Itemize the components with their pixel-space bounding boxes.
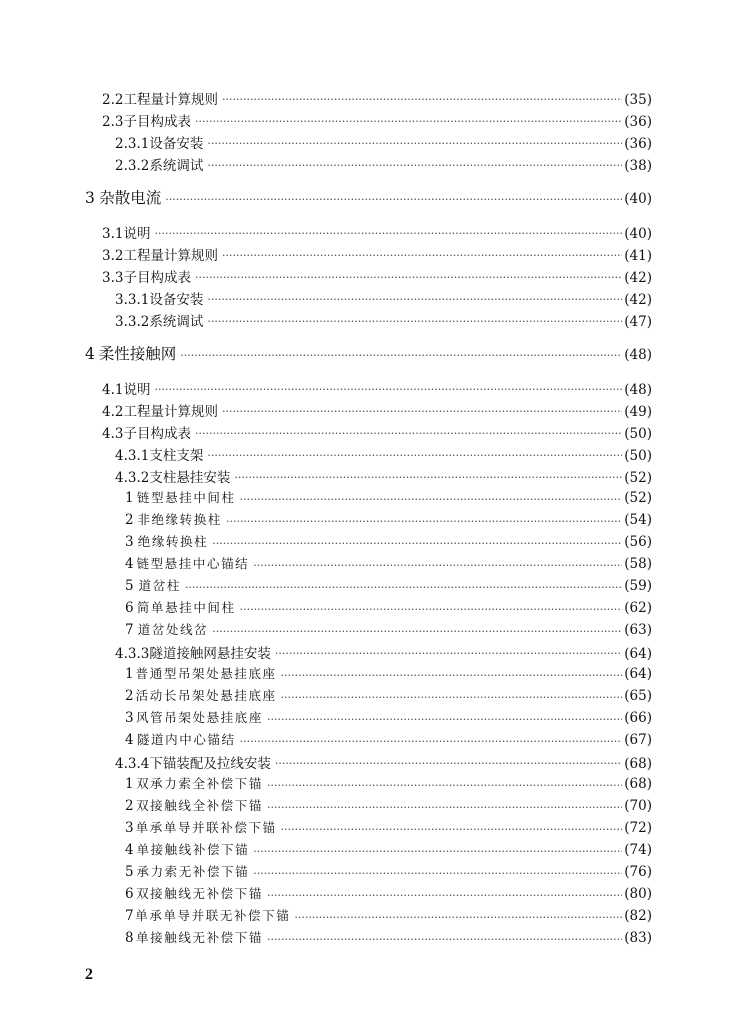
toc-entry-number: 2.2: [102, 92, 124, 108]
toc-item-row[interactable]: [0, 862, 755, 884]
toc-page-ref: (76): [624, 864, 652, 880]
toc-entry-title: 简单悬挂中间柱: [136, 600, 236, 615]
toc-page-ref: (80): [624, 886, 652, 902]
toc-page-number: 62: [629, 600, 647, 616]
toc-section-row[interactable]: [0, 400, 755, 422]
toc-page-ref: (48): [624, 347, 652, 363]
toc-section-row[interactable]: [0, 88, 755, 110]
toc-page-number: 36: [629, 136, 647, 152]
toc-section-row[interactable]: [0, 110, 755, 132]
toc-page-number: 50: [629, 448, 647, 464]
toc-entry-title: 双接触线无补偿下锚: [136, 886, 263, 901]
toc-entry-number: 2.3.2: [115, 158, 150, 174]
toc-item-row[interactable]: [0, 620, 755, 642]
toc-section-row[interactable]: [0, 378, 755, 400]
toc-page-number: 48: [629, 382, 647, 398]
toc-page-ref: (62): [624, 600, 652, 616]
toc-page-number: 76: [629, 864, 647, 880]
dot-leader: [195, 427, 622, 440]
page-number: 2: [85, 966, 93, 983]
toc-entry-title: 隧道接触网悬挂安装: [149, 646, 271, 662]
toc-page-ref: (56): [624, 534, 652, 550]
dot-leader: [281, 669, 623, 682]
toc-entry-title: 单承单导并联补偿下锚: [135, 820, 277, 835]
dot-leader: [185, 581, 622, 594]
toc-item-row[interactable]: [0, 576, 755, 598]
toc-entry-title: 单承单导并联无补偿下锚: [135, 908, 291, 923]
toc-entry-title: 道岔处线岔: [137, 622, 209, 637]
toc-entry-number: 1: [125, 776, 134, 792]
toc-entry-number: 4: [85, 345, 95, 363]
toc-page-ref: (72): [624, 820, 652, 836]
toc-entry-number: 4.2: [102, 404, 124, 420]
toc-entry-title: 隧道内中心锚结: [136, 732, 236, 747]
toc-item-row[interactable]: [0, 664, 755, 686]
toc-entry-number: 2.3: [102, 114, 124, 130]
dot-leader: [207, 137, 622, 150]
toc-entry-title: 支柱悬挂安装: [149, 470, 231, 486]
toc-page-ref: (59): [624, 578, 652, 594]
toc-entry-number: 3.2: [102, 248, 124, 264]
toc-subsection-row[interactable]: [0, 466, 755, 488]
toc-page-number: 80: [629, 886, 647, 902]
toc-page-number: 41: [629, 248, 647, 264]
toc-entry-number: 8: [125, 930, 134, 946]
toc-page-ref: (63): [624, 622, 652, 638]
toc-page-ref: (35): [624, 92, 652, 108]
toc-page-ref: (40): [624, 226, 652, 242]
dot-leader: [267, 889, 622, 902]
toc-page-number: 82: [629, 908, 647, 924]
toc-item-row[interactable]: [0, 554, 755, 576]
toc-page-ref: (54): [624, 512, 652, 528]
toc-entry-title: 说明: [123, 382, 151, 398]
toc-page-number: 36: [629, 114, 647, 130]
toc-page-number: 68: [629, 756, 647, 772]
toc-page-number: 48: [629, 347, 647, 363]
toc-entry-number: 4.3.3: [115, 646, 150, 662]
toc-page-number: 70: [629, 798, 647, 814]
toc-entry-title: 道岔柱: [138, 578, 181, 593]
dot-leader: [267, 713, 622, 726]
toc-page-number: 38: [629, 158, 647, 174]
toc-entry-number: 3: [125, 710, 134, 726]
toc-section-row[interactable]: [0, 266, 755, 288]
toc-page-number: 83: [629, 930, 647, 946]
toc-entry-number: 3.3.1: [115, 292, 150, 308]
toc-entry-number: 1: [125, 666, 134, 682]
toc-entry-title: 链型悬挂中心锚结: [136, 556, 250, 571]
toc-entry-number: 5: [125, 864, 134, 880]
toc-entry-title: 说明: [123, 226, 151, 242]
toc-page-number: 59: [629, 578, 647, 594]
dot-leader: [253, 559, 622, 572]
toc-page-number: 72: [629, 820, 647, 836]
toc-item-row[interactable]: [0, 774, 755, 796]
toc-page-ref: (66): [624, 710, 652, 726]
dot-leader: [154, 383, 622, 396]
dot-leader: [253, 845, 622, 858]
toc-entry-number: 3.1: [102, 226, 124, 242]
toc-entry-title: 子目构成表: [123, 270, 191, 286]
toc-item-row[interactable]: [0, 708, 755, 730]
toc-page-ref: (52): [624, 490, 652, 506]
toc-page-ref: (83): [624, 930, 652, 946]
toc-entry-title: 工程量计算规则: [123, 404, 218, 420]
toc-page-number: 64: [629, 646, 647, 662]
toc-item-row[interactable]: [0, 488, 755, 510]
toc-entry-number: 7: [125, 908, 134, 924]
toc-page-number: 64: [629, 666, 647, 682]
dot-leader: [207, 293, 622, 306]
toc-chapter-row[interactable]: [0, 186, 755, 213]
dot-leader: [154, 227, 622, 240]
toc-entry-title: 下锚装配及拉线安装: [149, 756, 271, 772]
toc-page-ref: (70): [624, 798, 652, 814]
toc-entry-number: 4.3.4: [115, 756, 150, 772]
dot-leader: [281, 823, 623, 836]
toc-chapter-row[interactable]: [0, 342, 755, 369]
toc-page-ref: (49): [624, 404, 652, 420]
dot-leader: [275, 757, 622, 770]
toc-page-number: 40: [629, 191, 647, 207]
dot-leader: [195, 115, 622, 128]
toc-entry-number: 3: [125, 534, 134, 550]
dot-leader: [195, 271, 622, 284]
toc-page-number: 47: [629, 314, 647, 330]
toc-entry-title: 承力索无补偿下锚: [136, 864, 250, 879]
toc-entry-title: 普通型吊架处悬挂底座: [135, 666, 277, 681]
toc-page-number: 56: [629, 534, 647, 550]
toc-page-ref: (38): [624, 158, 652, 174]
toc-page-number: 50: [629, 426, 647, 442]
toc-entry-title: 单接触线无补偿下锚: [136, 930, 263, 945]
toc-page-number: 67: [629, 732, 647, 748]
dot-leader: [275, 647, 622, 660]
toc-page-number: 35: [629, 92, 647, 108]
toc-page-ref: (47): [624, 314, 652, 330]
toc-page-ref: (50): [624, 448, 652, 464]
toc-entry-number: 4.3.1: [115, 448, 150, 464]
toc-item-row[interactable]: [0, 532, 755, 554]
toc-entry-title: 设备安装: [149, 292, 204, 308]
toc-page-number: 63: [629, 622, 647, 638]
dot-leader: [226, 515, 622, 528]
toc-page-ref: (64): [624, 646, 652, 662]
toc-entry-title: 工程量计算规则: [123, 92, 218, 108]
toc-page-number: 58: [629, 556, 647, 572]
toc-page-number: 42: [629, 270, 647, 286]
dot-leader: [180, 349, 622, 362]
toc-page-ref: (58): [624, 556, 652, 572]
toc-page-number: 40: [629, 226, 647, 242]
toc-entry-number: 4: [125, 732, 134, 748]
toc-entry-number: 2: [125, 798, 134, 814]
toc-page-number: 42: [629, 292, 647, 308]
toc-entry-title: 子目构成表: [123, 426, 191, 442]
toc-item-row[interactable]: [0, 686, 755, 708]
toc-page-ref: (65): [624, 688, 652, 704]
toc-page-ref: (68): [624, 776, 652, 792]
toc-subsection-row[interactable]: [0, 132, 755, 154]
toc-page-ref: (82): [624, 908, 652, 924]
toc-page-number: 66: [629, 710, 647, 726]
toc-entry-title: 风管吊架处悬挂底座: [136, 710, 263, 725]
toc-subsection-row[interactable]: [0, 444, 755, 466]
toc-subsection-row[interactable]: [0, 154, 755, 176]
toc-item-row[interactable]: [0, 906, 755, 928]
toc-entry-number: 7: [125, 622, 134, 638]
dot-leader: [212, 537, 622, 550]
toc-entry-number: 6: [125, 886, 134, 902]
dot-leader: [207, 315, 622, 328]
toc-entry-title: 子目构成表: [123, 114, 191, 130]
toc-entry-title: 设备安装: [149, 136, 204, 152]
toc-entry-title: 单接触线补偿下锚: [136, 842, 250, 857]
toc-item-row[interactable]: [0, 818, 755, 840]
dot-leader: [207, 449, 622, 462]
toc-entry-number: 4: [125, 556, 134, 572]
toc-entry-number: 4.3: [102, 426, 124, 442]
toc-entry-title: 双承力索全补偿下锚: [136, 776, 263, 791]
dot-leader: [240, 493, 623, 506]
toc-entry-number: 2.3.1: [115, 136, 150, 152]
dot-leader: [165, 193, 622, 206]
toc-page-ref: (64): [624, 666, 652, 682]
toc-entry-number: 5: [125, 578, 134, 594]
dot-leader: [212, 625, 622, 638]
toc-page-number: 68: [629, 776, 647, 792]
toc-entry-number: 3: [85, 189, 95, 207]
dot-leader: [240, 603, 623, 616]
toc-page-number: 52: [629, 470, 647, 486]
toc-entry-number: 4: [125, 842, 134, 858]
dot-leader: [234, 471, 622, 484]
dot-leader: [240, 735, 623, 748]
toc-page-ref: (68): [624, 756, 652, 772]
toc-section-row[interactable]: [0, 222, 755, 244]
table-of-contents: [0, 88, 755, 950]
toc-item-row[interactable]: [0, 598, 755, 620]
toc-subsection-row[interactable]: [0, 288, 755, 310]
toc-entry-title: 杂散电流: [99, 189, 162, 207]
toc-page-ref: (48): [624, 382, 652, 398]
toc-page-ref: (50): [624, 426, 652, 442]
toc-item-row[interactable]: [0, 796, 755, 818]
toc-page-number: 49: [629, 404, 647, 420]
toc-entry-title: 工程量计算规则: [123, 248, 218, 264]
toc-entry-title: 系统调试: [149, 314, 204, 330]
dot-leader: [267, 779, 622, 792]
dot-leader: [222, 249, 622, 262]
toc-page-number: 54: [629, 512, 647, 528]
toc-section-row[interactable]: [0, 244, 755, 266]
toc-entry-title: 柔性接触网: [98, 345, 177, 363]
toc-entry-title: 绝缘转换柱: [137, 534, 209, 549]
toc-page-ref: (74): [624, 842, 652, 858]
toc-entry-number: 3.3: [102, 270, 124, 286]
toc-item-row[interactable]: [0, 510, 755, 532]
toc-entry-number: 2: [125, 512, 134, 528]
toc-item-row[interactable]: [0, 928, 755, 950]
dot-leader: [253, 867, 622, 880]
dot-leader: [222, 93, 622, 106]
toc-page-ref: (42): [624, 270, 652, 286]
toc-page-ref: (40): [624, 191, 652, 207]
dot-leader: [281, 691, 623, 704]
dot-leader: [267, 801, 622, 814]
toc-page-ref: (41): [624, 248, 652, 264]
dot-leader: [294, 911, 622, 924]
toc-entry-title: 系统调试: [149, 158, 204, 174]
toc-section-row[interactable]: [0, 422, 755, 444]
toc-item-row[interactable]: [0, 840, 755, 862]
toc-entry-title: 非绝缘转换柱: [137, 512, 222, 527]
toc-page-ref: (36): [624, 136, 652, 152]
toc-page-number: 65: [629, 688, 647, 704]
toc-subsection-row[interactable]: [0, 752, 755, 774]
toc-entry-number: 2: [125, 688, 134, 704]
toc-entry-number: 3.3.2: [115, 314, 150, 330]
toc-page-ref: (52): [624, 470, 652, 486]
toc-entry-number: 4.1: [102, 382, 124, 398]
toc-entry-title: 支柱支架: [149, 448, 204, 464]
toc-entry-title: 链型悬挂中间柱: [136, 490, 236, 505]
toc-page-number: 74: [629, 842, 647, 858]
toc-page-ref: (42): [624, 292, 652, 308]
dot-leader: [222, 405, 622, 418]
toc-subsection-row[interactable]: [0, 310, 755, 332]
dot-leader: [207, 159, 622, 172]
toc-page-number: 52: [629, 490, 647, 506]
toc-subsection-row[interactable]: [0, 642, 755, 664]
dot-leader: [267, 933, 622, 946]
toc-entry-number: 6: [125, 600, 134, 616]
toc-page-ref: (67): [624, 732, 652, 748]
toc-entry-title: 双接触线全补偿下锚: [136, 798, 263, 813]
toc-entry-number: 3: [125, 820, 134, 836]
toc-entry-number: 1: [125, 490, 134, 506]
toc-item-row[interactable]: [0, 884, 755, 906]
toc-item-row[interactable]: [0, 730, 755, 752]
toc-entry-number: 4.3.2: [115, 470, 150, 486]
toc-page-ref: (36): [624, 114, 652, 130]
toc-entry-title: 活动长吊架处悬挂底座: [135, 688, 277, 703]
